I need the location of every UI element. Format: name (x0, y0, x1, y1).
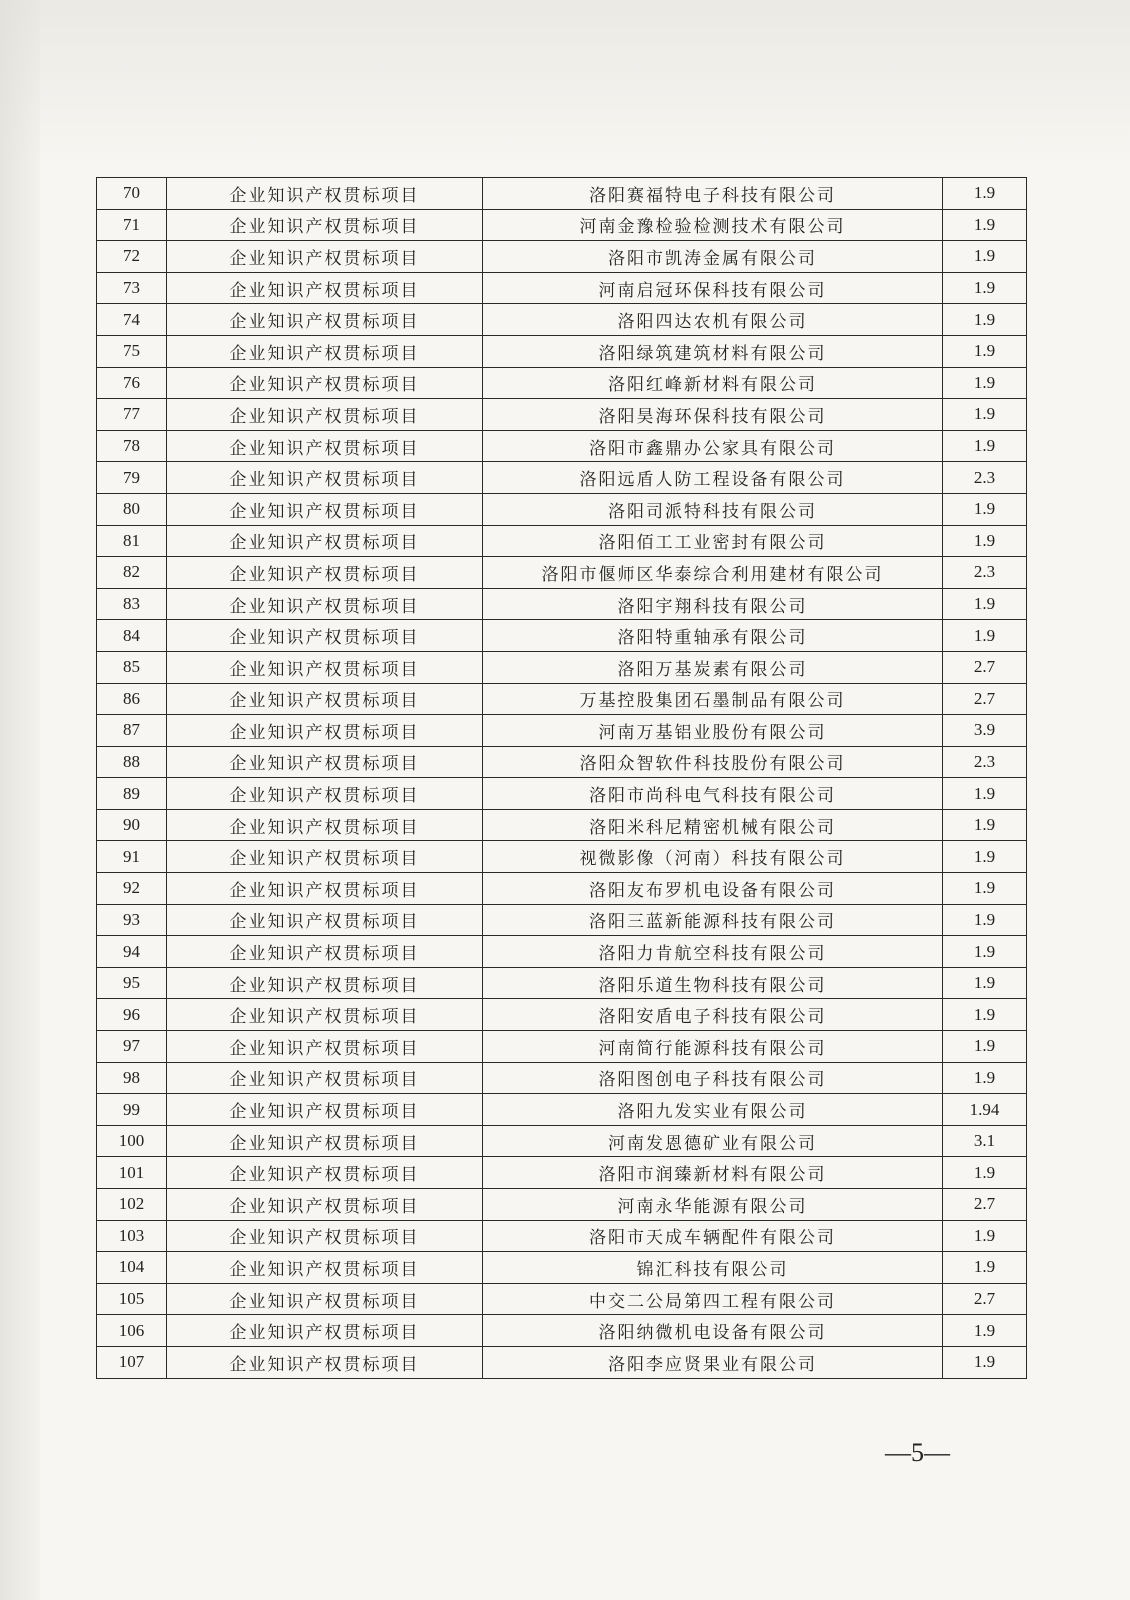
project-name: 企业知识产权贯标项目 (167, 335, 483, 367)
company-name: 锦汇科技有限公司 (483, 1252, 943, 1284)
funding-amount: 2.7 (943, 1189, 1027, 1221)
company-name: 万基控股集团石墨制品有限公司 (483, 683, 943, 715)
row-number: 94 (97, 936, 167, 968)
company-name: 洛阳司派特科技有限公司 (483, 493, 943, 525)
funding-amount: 3.9 (943, 715, 1027, 747)
row-number: 106 (97, 1315, 167, 1347)
table-row (97, 525, 1027, 557)
project-name: 企业知识产权贯标项目 (167, 1062, 483, 1094)
row-number: 70 (97, 178, 167, 210)
company-name: 洛阳万基炭素有限公司 (483, 651, 943, 683)
table-row (97, 367, 1027, 399)
company-name: 洛阳力肯航空科技有限公司 (483, 936, 943, 968)
row-number: 105 (97, 1283, 167, 1315)
funding-amount: 1.9 (943, 1031, 1027, 1063)
funding-amount: 1.9 (943, 999, 1027, 1031)
company-name: 河南永华能源有限公司 (483, 1189, 943, 1221)
row-number: 71 (97, 209, 167, 241)
row-number: 80 (97, 493, 167, 525)
table-row (97, 557, 1027, 589)
table-row (97, 1062, 1027, 1094)
funding-amount: 2.3 (943, 462, 1027, 494)
table-row (97, 999, 1027, 1031)
table-row (97, 304, 1027, 336)
project-name: 企业知识产权贯标项目 (167, 967, 483, 999)
project-name: 企业知识产权贯标项目 (167, 873, 483, 905)
table-row (97, 1189, 1027, 1221)
funding-amount: 1.9 (943, 335, 1027, 367)
row-number: 86 (97, 683, 167, 715)
funding-amount: 1.9 (943, 809, 1027, 841)
project-name: 企业知识产权贯标项目 (167, 1346, 483, 1378)
row-number: 107 (97, 1346, 167, 1378)
table-row (97, 209, 1027, 241)
company-name: 洛阳市润臻新材料有限公司 (483, 1157, 943, 1189)
project-name: 企业知识产权贯标项目 (167, 430, 483, 462)
table-row (97, 1125, 1027, 1157)
funding-amount: 1.9 (943, 367, 1027, 399)
project-name: 企业知识产权贯标项目 (167, 1157, 483, 1189)
funding-amount: 3.1 (943, 1125, 1027, 1157)
table-row (97, 967, 1027, 999)
row-number: 79 (97, 462, 167, 494)
funding-amount: 1.9 (943, 620, 1027, 652)
row-number: 77 (97, 399, 167, 431)
table-row (97, 335, 1027, 367)
company-name: 洛阳米科尼精密机械有限公司 (483, 809, 943, 841)
table-row (97, 272, 1027, 304)
table-row (97, 1315, 1027, 1347)
funding-amount: 1.9 (943, 1346, 1027, 1378)
funding-amount: 1.9 (943, 1252, 1027, 1284)
company-name: 河南发恩德矿业有限公司 (483, 1125, 943, 1157)
table-row (97, 620, 1027, 652)
project-name: 企业知识产权贯标项目 (167, 178, 483, 210)
project-name: 企业知识产权贯标项目 (167, 525, 483, 557)
table-row (97, 1252, 1027, 1284)
project-name: 企业知识产权贯标项目 (167, 620, 483, 652)
row-number: 82 (97, 557, 167, 589)
project-name: 企业知识产权贯标项目 (167, 936, 483, 968)
funding-amount: 1.9 (943, 272, 1027, 304)
funding-amount: 1.9 (943, 841, 1027, 873)
funding-amount: 1.9 (943, 241, 1027, 273)
funding-amount: 2.3 (943, 746, 1027, 778)
row-number: 103 (97, 1220, 167, 1252)
funding-amount: 2.3 (943, 557, 1027, 589)
project-name: 企业知识产权贯标项目 (167, 809, 483, 841)
table-row (97, 1220, 1027, 1252)
project-name: 企业知识产权贯标项目 (167, 683, 483, 715)
row-number: 100 (97, 1125, 167, 1157)
project-name: 企业知识产权贯标项目 (167, 746, 483, 778)
company-name: 洛阳众智软件科技股份有限公司 (483, 746, 943, 778)
funding-amount: 1.94 (943, 1094, 1027, 1126)
funding-amount: 1.9 (943, 873, 1027, 905)
company-name: 洛阳四达农机有限公司 (483, 304, 943, 336)
project-name: 企业知识产权贯标项目 (167, 778, 483, 810)
company-name: 河南万基铝业股份有限公司 (483, 715, 943, 747)
funding-amount: 1.9 (943, 778, 1027, 810)
company-name: 洛阳市偃师区华泰综合利用建材有限公司 (483, 557, 943, 589)
table-row (97, 778, 1027, 810)
project-name: 企业知识产权贯标项目 (167, 304, 483, 336)
table-row (97, 904, 1027, 936)
funding-amount: 1.9 (943, 430, 1027, 462)
table-row (97, 1157, 1027, 1189)
company-name: 视微影像（河南）科技有限公司 (483, 841, 943, 873)
company-name: 洛阳市凯涛金属有限公司 (483, 241, 943, 273)
project-name: 企业知识产权贯标项目 (167, 1220, 483, 1252)
table-row (97, 241, 1027, 273)
company-name: 洛阳宇翔科技有限公司 (483, 588, 943, 620)
company-name: 洛阳佰工工业密封有限公司 (483, 525, 943, 557)
company-name: 洛阳市鑫鼎办公家具有限公司 (483, 430, 943, 462)
project-name: 企业知识产权贯标项目 (167, 399, 483, 431)
company-name: 洛阳安盾电子科技有限公司 (483, 999, 943, 1031)
table-row (97, 651, 1027, 683)
funding-amount: 1.9 (943, 178, 1027, 210)
table-row (97, 809, 1027, 841)
project-name: 企业知识产权贯标项目 (167, 241, 483, 273)
company-name: 洛阳绿筑建筑材料有限公司 (483, 335, 943, 367)
row-number: 74 (97, 304, 167, 336)
company-name: 河南金豫检验检测技术有限公司 (483, 209, 943, 241)
funding-amount: 1.9 (943, 304, 1027, 336)
table-row (97, 430, 1027, 462)
project-name: 企业知识产权贯标项目 (167, 367, 483, 399)
row-number: 91 (97, 841, 167, 873)
row-number: 78 (97, 430, 167, 462)
project-name: 企业知识产权贯标项目 (167, 904, 483, 936)
project-name: 企业知识产权贯标项目 (167, 715, 483, 747)
row-number: 84 (97, 620, 167, 652)
table-row (97, 493, 1027, 525)
table-row (97, 936, 1027, 968)
row-number: 95 (97, 967, 167, 999)
project-name: 企业知识产权贯标项目 (167, 1094, 483, 1126)
row-number: 97 (97, 1031, 167, 1063)
company-name: 中交二公局第四工程有限公司 (483, 1283, 943, 1315)
funding-amount: 1.9 (943, 904, 1027, 936)
project-name: 企业知识产权贯标项目 (167, 999, 483, 1031)
row-number: 89 (97, 778, 167, 810)
company-name: 洛阳市天成车辆配件有限公司 (483, 1220, 943, 1252)
table-row (97, 462, 1027, 494)
company-name: 洛阳纳微机电设备有限公司 (483, 1315, 943, 1347)
funding-amount: 1.9 (943, 1315, 1027, 1347)
table-row (97, 715, 1027, 747)
project-name: 企业知识产权贯标项目 (167, 557, 483, 589)
company-name: 洛阳红峰新材料有限公司 (483, 367, 943, 399)
table-body (97, 178, 1027, 1379)
row-number: 104 (97, 1252, 167, 1284)
project-name: 企业知识产权贯标项目 (167, 272, 483, 304)
row-number: 98 (97, 1062, 167, 1094)
company-name: 洛阳市尚科电气科技有限公司 (483, 778, 943, 810)
company-name: 洛阳昊海环保科技有限公司 (483, 399, 943, 431)
project-name: 企业知识产权贯标项目 (167, 841, 483, 873)
project-name: 企业知识产权贯标项目 (167, 209, 483, 241)
funding-amount: 1.9 (943, 936, 1027, 968)
company-name: 洛阳赛福特电子科技有限公司 (483, 178, 943, 210)
funding-amount: 1.9 (943, 209, 1027, 241)
page-number: —5— (885, 1438, 950, 1467)
row-number: 83 (97, 588, 167, 620)
project-name: 企业知识产权贯标项目 (167, 493, 483, 525)
row-number: 76 (97, 367, 167, 399)
funding-amount: 1.9 (943, 1157, 1027, 1189)
funding-list-table (96, 177, 1027, 1379)
row-number: 87 (97, 715, 167, 747)
project-name: 企业知识产权贯标项目 (167, 1189, 483, 1221)
table-row (97, 841, 1027, 873)
project-name: 企业知识产权贯标项目 (167, 588, 483, 620)
funding-amount: 2.7 (943, 683, 1027, 715)
company-name: 洛阳友布罗机电设备有限公司 (483, 873, 943, 905)
row-number: 72 (97, 241, 167, 273)
table-row (97, 683, 1027, 715)
project-name: 企业知识产权贯标项目 (167, 462, 483, 494)
row-number: 101 (97, 1157, 167, 1189)
row-number: 75 (97, 335, 167, 367)
table-row (97, 746, 1027, 778)
project-name: 企业知识产权贯标项目 (167, 1031, 483, 1063)
table-row (97, 1346, 1027, 1378)
project-name: 企业知识产权贯标项目 (167, 1315, 483, 1347)
table-row (97, 1283, 1027, 1315)
funding-amount: 1.9 (943, 1062, 1027, 1094)
company-name: 洛阳三蓝新能源科技有限公司 (483, 904, 943, 936)
funding-amount: 1.9 (943, 493, 1027, 525)
row-number: 88 (97, 746, 167, 778)
row-number: 92 (97, 873, 167, 905)
row-number: 90 (97, 809, 167, 841)
table-row (97, 873, 1027, 905)
funding-amount: 1.9 (943, 1220, 1027, 1252)
company-name: 洛阳乐道生物科技有限公司 (483, 967, 943, 999)
row-number: 99 (97, 1094, 167, 1126)
scan-shadow-edge (0, 0, 40, 1600)
funding-amount: 1.9 (943, 399, 1027, 431)
funding-amount: 1.9 (943, 525, 1027, 557)
funding-amount: 1.9 (943, 967, 1027, 999)
table-row (97, 1094, 1027, 1126)
company-name: 洛阳李应贤果业有限公司 (483, 1346, 943, 1378)
company-name: 河南简行能源科技有限公司 (483, 1031, 943, 1063)
row-number: 81 (97, 525, 167, 557)
row-number: 102 (97, 1189, 167, 1221)
table-row (97, 178, 1027, 210)
project-name: 企业知识产权贯标项目 (167, 1252, 483, 1284)
row-number: 93 (97, 904, 167, 936)
project-name: 企业知识产权贯标项目 (167, 1283, 483, 1315)
row-number: 85 (97, 651, 167, 683)
row-number: 96 (97, 999, 167, 1031)
scan-shadow-top (0, 0, 1130, 170)
table-row (97, 588, 1027, 620)
project-name: 企业知识产权贯标项目 (167, 1125, 483, 1157)
company-name: 洛阳特重轴承有限公司 (483, 620, 943, 652)
row-number: 73 (97, 272, 167, 304)
table-row (97, 399, 1027, 431)
table-row (97, 1031, 1027, 1063)
funding-amount: 2.7 (943, 651, 1027, 683)
funding-amount: 1.9 (943, 588, 1027, 620)
company-name: 洛阳九发实业有限公司 (483, 1094, 943, 1126)
company-name: 洛阳图创电子科技有限公司 (483, 1062, 943, 1094)
company-name: 河南启冠环保科技有限公司 (483, 272, 943, 304)
funding-amount: 2.7 (943, 1283, 1027, 1315)
project-name: 企业知识产权贯标项目 (167, 651, 483, 683)
company-name: 洛阳远盾人防工程设备有限公司 (483, 462, 943, 494)
